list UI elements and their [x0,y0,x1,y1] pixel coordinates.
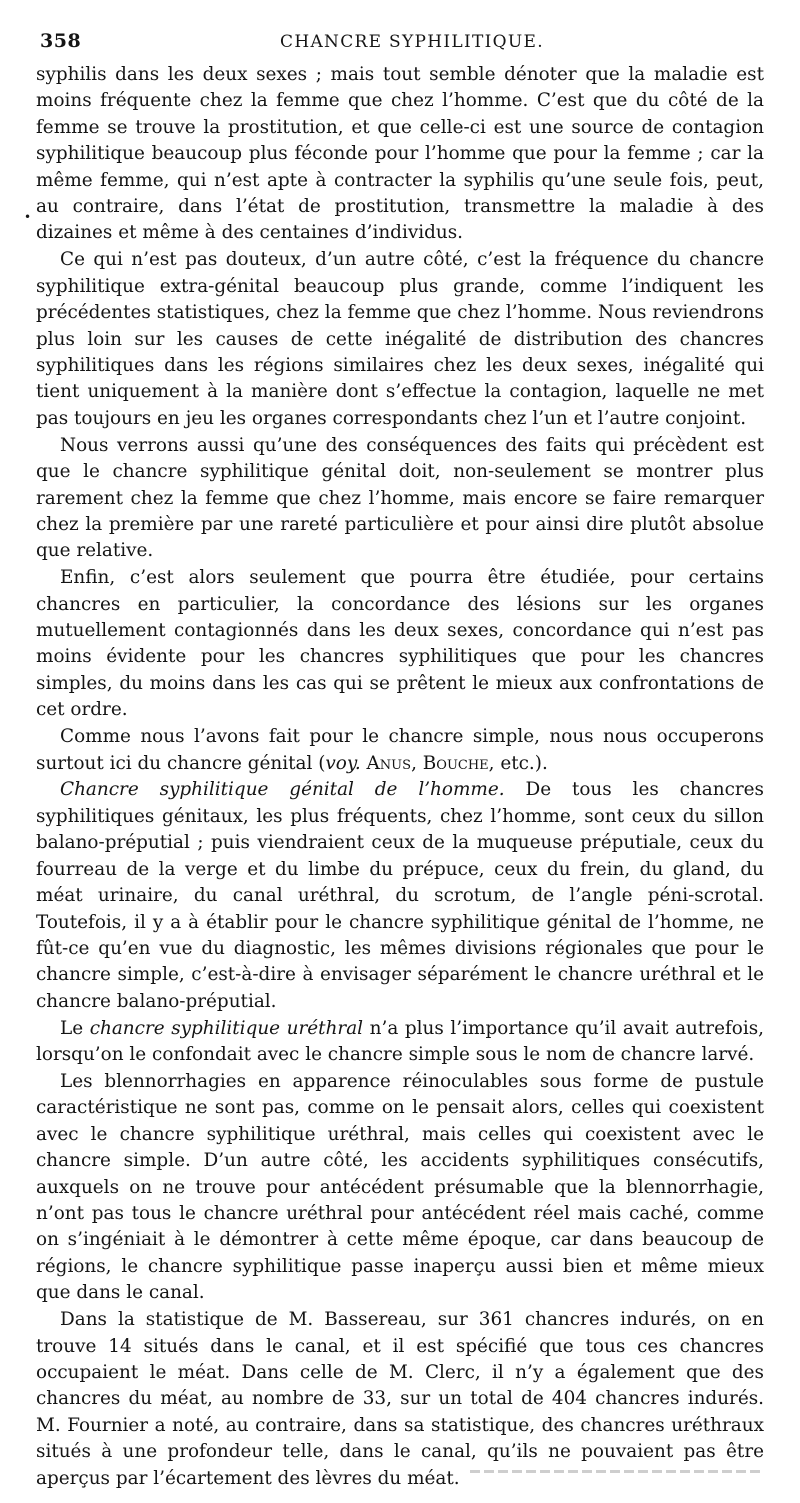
body-text [36,62,764,1492]
paragraph-6-text: De tous les chancres syphilitiques génitaux, les plus fréquents, chez l’homme, sont ceux du sillon balano-préputial ; puis viendraient ceux de la muqueuse préputiale, ceux du fourreau de la verge et du limbe du prépuce, ceux du frein, du gland, du méat urinaire, du canal uréthral, du scrotum, de l’angle péni-scrotal. Toutefois, il y a à établir pour le chancre syphilitique génital de l’homme, ne fût-ce qu’en vue du diagnostic, les mêmes divisions régionales que pour le chancre simple, c’est-à-dire à envisager séparément le chancre uréthral et le chancre balano-préputial. [36,779,764,1012]
paragraph-8: Les blennorrhagies en apparence réinoculables sous forme de pustule caractéristique ne sont pas, comme on le pensait alors, celles qui coexistent avec le chancre syphilitique uréthral, mais celles qui coexistent avec le chancre simple. D’un autre côté, les accidents syphilitiques consécutifs, auxquels on ne trouve pour antécédent présumable que la blennorrhagie, n’ont pas tous le chancre uréthral pour antécédent réel mais caché, comme on s’ingéniait à le démontrer à cette même époque, car dans beaucoup de régions, le chancre syphilitique passe inaperçu aussi bien et même mieux que dans le canal. [36,1070,764,1304]
paragraph-5-text: Comme nous l’avons fait pour le chancre simple, nous nous occuperons surtout ici du chancre génital ( [36,726,764,774]
paragraph-5 [36,724,764,777]
paragraph-4: Enfin, c’est alors seulement que pourra être étudiée, pour certains chancres en particulier, la concordance des lésions sur les organes mutuellement contagionnés dans les deux sexes, concordance qui n’est pas moins évidente pour les chancres syphilitiques que pour les chancres simples, du moins dans les cas qui se prêtent le mieux aux confrontations de cet ordre. [36,567,764,721]
cross-reference-bouche: Bouche [422,752,489,774]
paragraph-3: Nous verrons aussi qu’une des conséquences des faits qui précèdent est que le chancre syphilitique génital doit, non-seulement se montrer plus rarement chez la femme que chez l’homme, mais encore se faire remarquer chez la première par une rareté particulière et pour ainsi dire plutôt absolue que relative. [36,434,764,562]
section-subheading: Chancre syphilitique génital de l’homme. [60,779,505,801]
paragraph-7-text: n’a plus l’importance qu’il avait autrefois, lorsqu’on le confondait avec le chancre simple sous le nom de chancre larvé. [36,1017,764,1066]
paragraph-1: syphilis dans les deux sexes ; mais tout semble dénoter que la maladie est moins fréquente chez la femme que chez l’homme. C’est que du côté de la femme se trouve la prostitution, et que celle-ci est une source de contagion syphilitique beaucoup plus féconde pour l’homme que pour la femme ; car la même femme, qui n’est apte à contracter la syphilis qu’une seule fois, peut, au contraire, dans l’état de prostitution, transmettre la maladie à des dizaines et même à des centaines d’individus. [36,64,764,244]
margin-mark: • [24,210,32,224]
paragraph-6 [36,777,764,1015]
cross-reference-anus: Anus [366,752,412,774]
page-header [36,30,764,58]
paragraph-2: Ce qui n’est pas douteux, d’un autre côté, c’est la fréquence du chancre syphilitique extra-génital beaucoup plus grande, comme l’indiquent les précédentes statistiques, chez la femme que chez l’homme. Nous reviendrons plus loin sur les causes de cette inégalité de distribution des chancres syphilitiques dans les régions similaires chez les deux sexes, inégalité qui tient uniquement à la manière dont s’effectue la contagion, laquelle ne met pas toujours en jeu les organes correspondants chez l’un et l’autre conjoint. [36,249,764,429]
comma: , [411,752,423,774]
paragraph-9: Dans la statistique de M. Bassereau, sur 361 chancres indurés, on en trouve 14 situés dans le canal, et il est spécifié que tous ces chancres occupaient le méat. Dans celle de M. Clerc, il n’y a également que des chancres du méat, au nombre de 33, sur un total de 404 chancres indurés. M. Fournier a noté, au contraire, dans sa statistique, des chancres uréthraux situés à une profondeur telle, dans le canal, qu’ils ne pouvaient pas être aperçus par l’écartement des lèvres du méat. [36,1309,764,1489]
cross-reference-voy: voy. [325,752,361,774]
running-head: CHANCRE SYPHILITIQUE. [280,32,544,52]
paragraph-7-start: Le [60,1017,90,1039]
paragraph-7 [36,1016,764,1069]
print-smudge [470,1470,760,1473]
term-chancre-urethral: chancre syphilitique uréthral [89,1017,364,1039]
paragraph-5-end: , etc.). [488,752,548,774]
page-number: 358 [40,30,82,52]
